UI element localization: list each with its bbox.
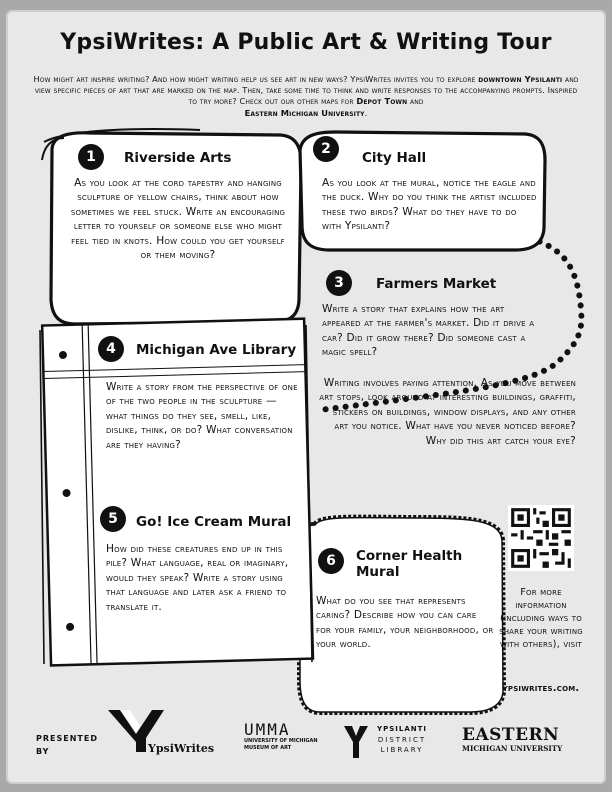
qr-code[interactable] [508, 505, 574, 571]
stop-5-title: Go! Ice Cream Mural [136, 514, 292, 530]
umma-logo-sub2: MUSEUM OF ART [244, 745, 292, 751]
intro-text-2: and view specific pieces of art that are marked on the map. Then, take some time to think and write responses to the accompanying prompts. Inspired to try more? Check out our other maps for [34, 74, 579, 107]
emu-logo-line1: EASTERN [462, 725, 560, 745]
presented-by-label: PRESENTED BY [36, 734, 98, 756]
website-link[interactable]: ypsiwrites.com. [502, 683, 580, 694]
stop-6-text: What do you see that represents caring? Describe how you can care for your family, your neighborhood, or your world. [316, 595, 494, 651]
writing-note: Writing involves paying attention. As you move between art stops, look around at interesting buildings, graffiti, stickers on buildings, window displays, and any other art you notice. What have you never noticed before? Why did this art catch your eye? [319, 377, 576, 447]
library-logo-icon [344, 726, 368, 758]
library-logo-line1: YPSILANTI [377, 725, 427, 733]
stop-3-title: Farmers Market [376, 276, 497, 292]
stop-4-text: Write a story from the perspective of one of the two people in the sculpture — what things do they see, smell, like, dislike, think, or do? What conversation are they having? [106, 381, 298, 451]
intro-bold-depot-town: Depot Town [356, 96, 408, 107]
ypsiwrites-logo [106, 708, 215, 760]
intro-bold-downtown: downtown Ypsilanti [478, 74, 563, 84]
stop-4-title: Michigan Ave Library [136, 342, 297, 358]
more-info-text: For more information (including ways to share your writing with others), visit [499, 587, 583, 650]
stop-4-number: 4 [98, 336, 124, 362]
intro-text-3: and [407, 96, 424, 107]
intro-paragraph [30, 74, 582, 119]
stop-1-title: Riverside Arts [124, 150, 232, 166]
library-logo-line3: LIBRARY [380, 746, 424, 754]
stop-6-number: 6 [318, 548, 344, 574]
stop-5-number: 5 [100, 506, 126, 532]
intro-text-4: . [364, 107, 368, 118]
stop-3-number: 3 [326, 270, 352, 296]
stop-1-text: As you look at the cord tapestry and hanging sculpture of yellow chairs, think about how sometimes we feel stuck. Write an encouraging letter to yourself or someone else who might feel tied in knots. How could you get yourself or them moving? [70, 177, 286, 262]
stop-2-text: As you look at the mural, notice the eagle and the duck. Why do you think the artist included these two birds? What do they have to do with Ypsilanti? [322, 177, 537, 233]
umma-logo [244, 722, 334, 752]
intro-text-1: How might art inspire writing? And how might writing help us see art in new ways? YpsiWrites invites you to explore [33, 74, 479, 84]
ypsiwrites-logo-text: YpsiWrites [148, 742, 215, 755]
emu-logo-line2: MICHIGAN UNIVERSITY [462, 744, 563, 753]
library-logo-line2: DISTRICT [377, 736, 427, 744]
page-title: YpsiWrites: A Public Art & Writing Tour [60, 30, 552, 55]
qr-code-icon [508, 505, 574, 571]
stop-5-text: How did these creatures end up in this pile? What language, real or imaginary, would they speak? Write a story using that language and later ask a friend to translate it. [106, 543, 289, 613]
umma-logo-sub1: UNIVERSITY OF MICHIGAN [244, 738, 318, 744]
stop-3-text: Write a story that explains how the art appeared at the farmer's market. Did it drive a car? Did it grow there? Did someone cast a magic spell? [322, 303, 535, 359]
stop-1-number: 1 [78, 144, 104, 170]
emu-logo [462, 726, 586, 753]
intro-bold-emu: Eastern Michigan University [244, 107, 365, 118]
stop-2-title: City Hall [362, 150, 427, 166]
stop-2-number: 2 [313, 136, 339, 162]
ypsilanti-library-logo [344, 724, 444, 760]
stop-6-title: Corner Health Mural [356, 548, 463, 580]
umma-logo-mark: UMMA [244, 720, 291, 739]
